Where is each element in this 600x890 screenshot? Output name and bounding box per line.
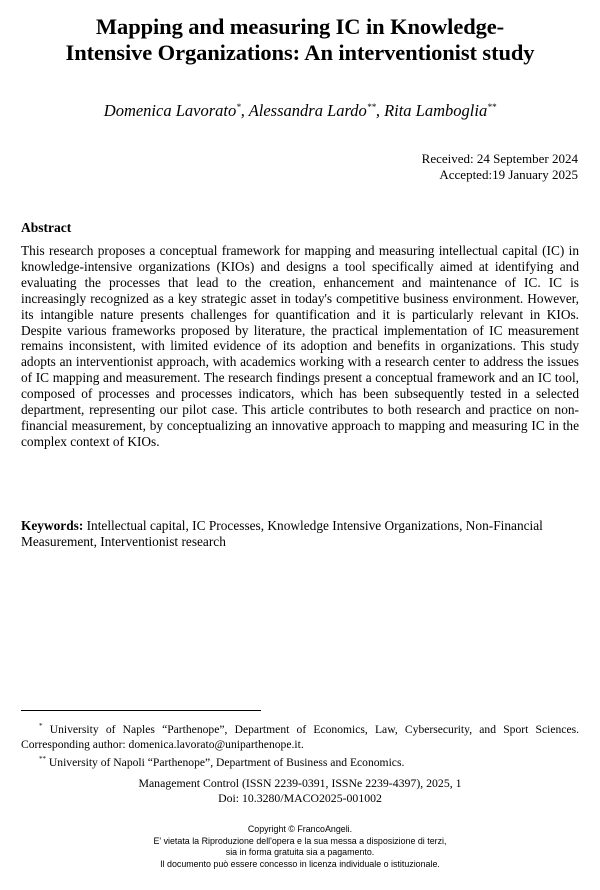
- footnote-affiliation-2: [21, 752, 579, 771]
- author-separator: ,: [375, 101, 385, 120]
- copyright-line: E' vietata la Riproduzione dell'opera e la sua messa a disposizione di terzi,: [153, 835, 447, 846]
- copyright-line: Copyright © FrancoAngeli.: [247, 824, 353, 834]
- footnote-mark: **: [39, 755, 46, 763]
- paper-title: [20, 14, 580, 66]
- journal-info: [20, 776, 580, 805]
- footnote-mark: *: [39, 722, 43, 730]
- paper-title-line-2: Intensive Organizations: An interventionist study: [65, 40, 535, 65]
- author-affiliation-mark: **: [487, 102, 497, 112]
- abstract-heading: Abstract: [21, 220, 72, 235]
- author-separator: ,: [240, 101, 249, 120]
- footnotes: [21, 719, 579, 771]
- paper-title-line-1: Mapping and measuring IC in Knowledge-: [95, 14, 505, 39]
- accepted-date: Accepted:19 January 2025: [439, 166, 578, 182]
- footnote-text: University of Napoli “Parthenope”, Department of Business and Economics.: [46, 756, 405, 769]
- keywords-label: Keywords:: [21, 518, 84, 533]
- author-affiliation-mark: *: [236, 102, 241, 112]
- journal-citation: Management Control (ISSN 2239-0391, ISSNe 2239-4397), 2025, 1: [138, 776, 462, 790]
- author-name: Alessandra Lardo: [248, 101, 367, 120]
- received-date: Received: 24 September 2024: [421, 151, 578, 166]
- author-list: [20, 97, 580, 121]
- author-affiliation-mark: **: [366, 102, 376, 112]
- copyright-line: Il documento può essere concesso in licenza individuale o istituzionale.: [160, 858, 440, 869]
- author-name: Domenica Lavorato: [103, 101, 237, 120]
- keywords-list: Intellectual capital, IC Processes, Knowledge Intensive Organizations, Non-Financial Measurement, Interventionist research: [21, 518, 543, 549]
- keywords: [21, 518, 579, 550]
- footnote-divider: [21, 710, 261, 711]
- submission-dates: [422, 151, 578, 182]
- copyright-notice: [20, 824, 580, 870]
- author-name: Rita Lamboglia: [384, 101, 488, 120]
- footnote-affiliation-1: [21, 719, 579, 752]
- copyright-line: sia in forma gratuita sia a pagamento.: [225, 847, 375, 858]
- abstract-body: This research proposes a conceptual framework for mapping and measuring intellectual capital (IC) in knowledge-intensive organizations (KIOs) and designs a tool specifically aimed at identifying and evaluating the processes that lead to the creation, enhancement and maintenance of IC. IC is increasingly recognized as a key strategic asset in today's competitive business environment. However, its intangible nature presents challenges for quantification and it is particularly relevant in KIOs. Despite various frameworks proposed by literature, the practical implementation of IC measurement remains inconsistent, with limited evidence of its adoption and benefits in organizations. This study adopts an interventionist approach, with academics working with a research center to address the issues of IC mapping and measurement. The research findings present a conceptual framework and an IC tool, composed of processes and processes indicators, which has been subsequently tested in a selected department, representing our pilot case. This article contributes to both research and practice on non-financial measurement, by conceptualizing an innovative approach to mapping and measuring IC in the complex context of KIOs.: [21, 243, 579, 449]
- doi: Doi: 10.3280/MACO2025-001002: [218, 790, 382, 805]
- footnote-text: University of Naples “Parthenope”, Department of Economics, Law, Cybersecurity, and Sport Sciences. Corresponding author: domenica.lavorato@uniparthenope.it.: [21, 723, 579, 751]
